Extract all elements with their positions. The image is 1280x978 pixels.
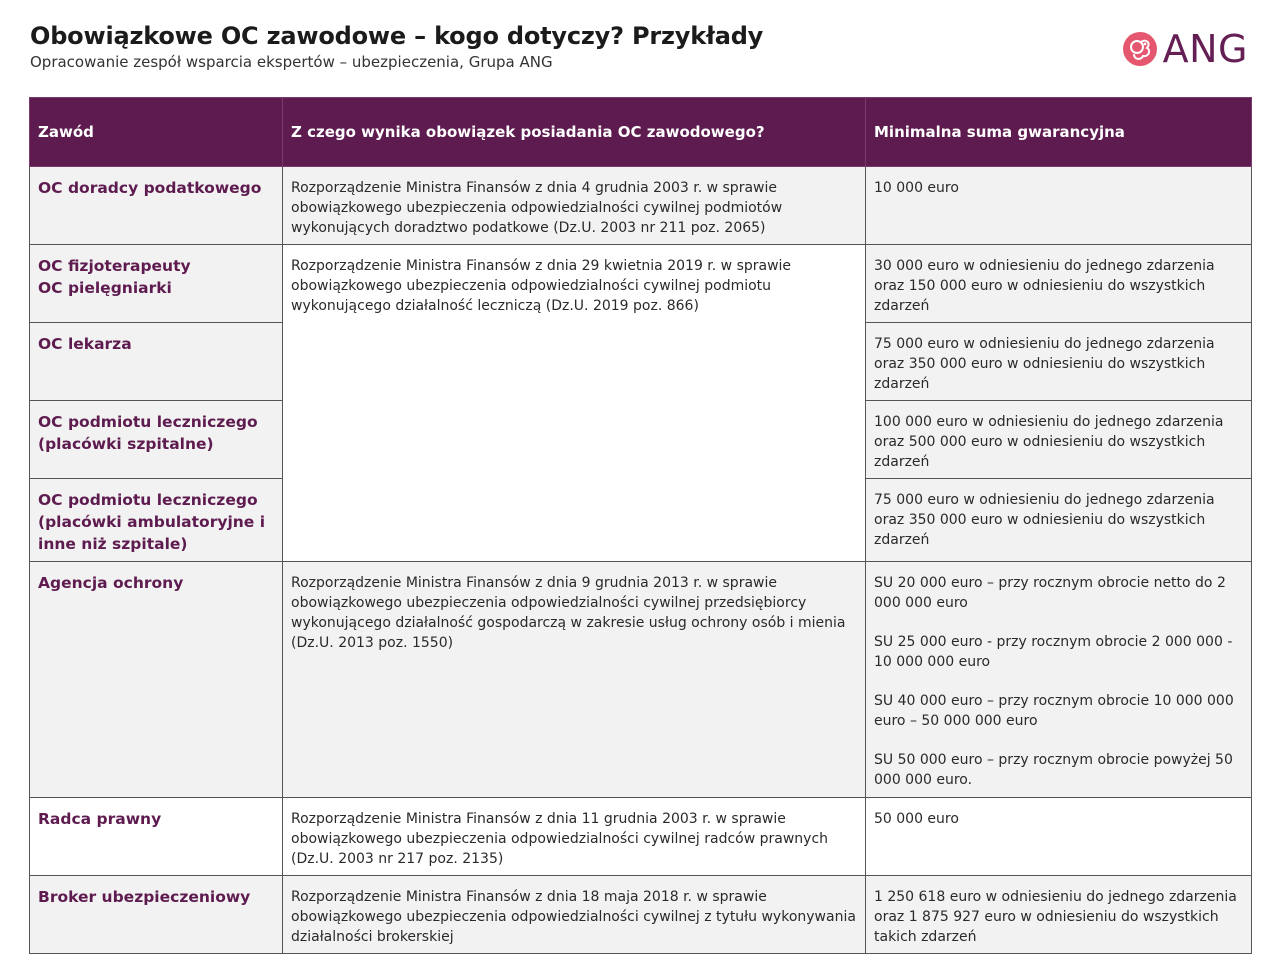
suma-part: SU 50 000 euro – przy rocznym obrocie powyżej 50 000 000 euro. [874, 752, 1233, 788]
suma-cell [866, 562, 1252, 798]
header-podstawa: Z czego wynika obowiązek posiadania OC zawodowego? [283, 98, 866, 167]
zawod-cell: Radca prawny [30, 798, 283, 876]
zawod-line: (placówki ambulatoryjne i [38, 513, 266, 531]
zawod-line: (placówki szpitalne) [38, 435, 214, 453]
suma-cell: 50 000 euro [866, 798, 1252, 876]
zawod-cell [30, 245, 283, 323]
zawod-cell [30, 401, 283, 479]
zawod-cell: OC lekarza [30, 323, 283, 401]
podstawa-cell: Rozporządzenie Ministra Finansów z dnia 4 grudnia 2003 r. w sprawie obowiązkowego ubezpieczenia odpowiedzialności cywilnej podmiotów wykonujących doradztwo podatkowe (Dz.U. 2003 nr 211 poz. 2065) [283, 167, 866, 245]
suma-part: SU 40 000 euro – przy rocznym obrocie 10 000 000 euro – 50 000 000 euro [874, 693, 1234, 729]
zawod-line: OC podmiotu leczniczego [38, 491, 258, 509]
zawod-line: OC pielęgniarki [38, 279, 172, 297]
podstawa-cell: Rozporządzenie Ministra Finansów z dnia 29 kwietnia 2019 r. w sprawie obowiązkowego ubezpieczenia odpowiedzialności cywilnej podmiotu wykonującego działalność leczniczą (Dz.U. 2019 poz. 866) [283, 245, 866, 562]
table-row [30, 167, 1252, 245]
zawod-cell: OC doradcy podatkowego [30, 167, 283, 245]
zawod-cell: Broker ubezpieczeniowy [30, 876, 283, 954]
ang-logo-icon [1123, 32, 1157, 66]
suma-cell: 30 000 euro w odniesieniu do jednego zdarzenia oraz 150 000 euro w odniesieniu do wszystkich zdarzeń [866, 245, 1252, 323]
zawod-line: OC podmiotu leczniczego [38, 413, 258, 431]
header-suma: Minimalna suma gwarancyjna [866, 98, 1252, 167]
zawod-line: inne niż szpitale) [38, 535, 188, 553]
header-zawod: Zawód [30, 98, 283, 167]
zawod-cell [30, 479, 283, 562]
suma-cell: 75 000 euro w odniesieniu do jednego zdarzenia oraz 350 000 euro w odniesieniu do wszystkich zdarzeń [866, 479, 1252, 562]
suma-cell: 100 000 euro w odniesieniu do jednego zdarzenia oraz 500 000 euro w odniesieniu do wszystkich zdarzeń [866, 401, 1252, 479]
zawod-cell: Agencja ochrony [30, 562, 283, 798]
table-header-row [30, 98, 1252, 167]
podstawa-cell: Rozporządzenie Ministra Finansów z dnia 9 grudnia 2013 r. w sprawie obowiązkowego ubezpieczenia odpowiedzialności cywilnej przedsiębiorcy wykonującego działalność gospodarczą w zakresie usług ochrony osób i mienia (Dz.U. 2013 poz. 1550) [283, 562, 866, 798]
podstawa-cell: Rozporządzenie Ministra Finansów z dnia 11 grudnia 2003 r. w sprawie obowiązkowego ubezpieczenia odpowiedzialności cywilnej radców prawnych (Dz.U. 2003 nr 217 poz. 2135) [283, 798, 866, 876]
suma-part: SU 25 000 euro - przy rocznym obrocie 2 000 000 - 10 000 000 euro [874, 634, 1233, 670]
zawod-line: OC fizjoterapeuty [38, 257, 191, 275]
suma-cell: 75 000 euro w odniesieniu do jednego zdarzenia oraz 350 000 euro w odniesieniu do wszystkich zdarzeń [866, 323, 1252, 401]
suma-part: SU 20 000 euro – przy rocznym obrocie netto do 2 000 000 euro [874, 575, 1226, 611]
suma-cell: 1 250 618 euro w odniesieniu do jednego zdarzenia oraz 1 875 927 euro w odniesieniu do wszystkich takich zdarzeń [866, 876, 1252, 954]
oc-table [29, 97, 1252, 954]
table-row [30, 245, 1252, 323]
suma-cell: 10 000 euro [866, 167, 1252, 245]
page-title: Obowiązkowe OC zawodowe – kogo dotyczy? Przykłady [30, 22, 764, 50]
ang-logo [1123, 28, 1248, 70]
podstawa-cell: Rozporządzenie Ministra Finansów z dnia 18 maja 2018 r. w sprawie obowiązkowego ubezpieczenia odpowiedzialności cywilnej z tytułu wykonywania działalności brokerskiej [283, 876, 866, 954]
table-row [30, 562, 1252, 798]
table-row [30, 876, 1252, 954]
page-subtitle: Opracowanie zespół wsparcia ekspertów – ubezpieczenia, Grupa ANG [30, 53, 553, 71]
table-row [30, 798, 1252, 876]
logo-text: ANG [1162, 27, 1248, 71]
